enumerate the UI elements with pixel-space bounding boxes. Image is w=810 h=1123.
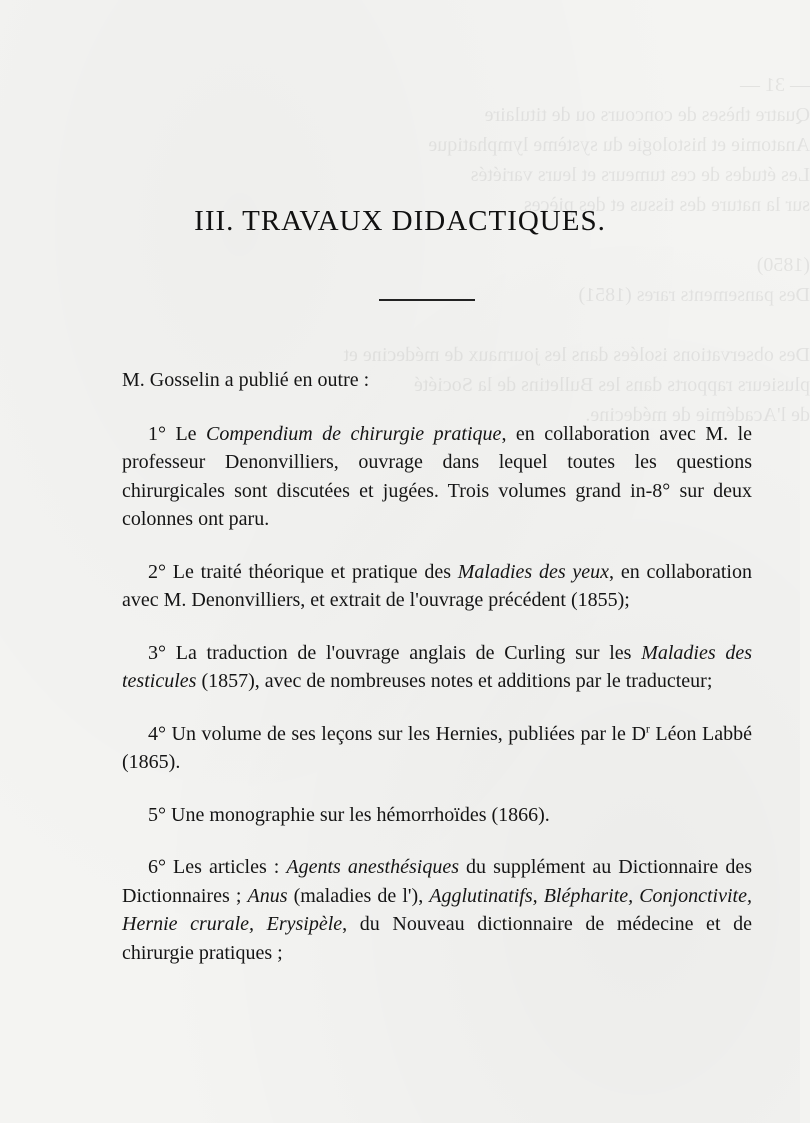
list-item-3 [122, 639, 752, 696]
separator-rule [379, 299, 475, 301]
item-number: 6° [148, 856, 166, 878]
item-number: 3° [148, 641, 166, 664]
item-text: , du Nouveau dictionnaire de médecine et de chirurgie pratiques ; [122, 913, 752, 964]
item-text: Un volume de ses leçons sur les Hernies, publiées par le D [166, 722, 646, 745]
list-item-5 [122, 801, 752, 830]
item-title: Compendium de chirurgie pratique [206, 422, 502, 445]
body-text [122, 366, 752, 991]
list-item-4 [122, 720, 752, 777]
section-heading: III. TRAVAUX DIDACTIQUES. [194, 205, 606, 237]
item-number: 4° [148, 722, 166, 745]
item-text: , en collaboration avec M. le professeur Denonvilliers, ouvrage dans lequel toutes les questions chirurgicales sont discutées et jugées. Trois volumes grand in-8° sur deux colonnes ont paru. [122, 422, 753, 530]
item-title: Agents anesthésiques [286, 856, 459, 878]
list-item-1 [122, 420, 752, 534]
item-text: Le [166, 422, 207, 445]
item-text: Les articles : [166, 856, 287, 878]
item-text: La traduction de l'ouvrage anglais de Curling sur les [166, 641, 642, 664]
item-number: 2° [148, 560, 166, 583]
intro-line: M. Gosselin a publié en outre : [122, 369, 370, 391]
item-text: Une monographie sur les hémorrhoïdes (1866). [166, 803, 550, 826]
item-number: 1° [148, 422, 166, 445]
list-item-6 [122, 853, 752, 967]
item-title: Maladies des yeux [457, 560, 610, 583]
item-title: Anus [247, 884, 288, 907]
item-number: 5° [148, 803, 166, 826]
item-title: Agglutinatifs, Blépharite, Conjonctivite, Hernie crurale, Erysipèle [122, 884, 752, 935]
bleed-through-texture: — 31 — Quatre thèses de concours ou de titulaire Anatomie et histologie du système lymphatique Les études de ces tumeurs et leurs variétés sur la nature des tissus et des pièces (1850) Des pansements rares (1851) Des observations isolées dans les journaux de médecine et plusieurs rapports dans les Bulletins de la Société de l'Académie de médecine. [343, 74, 810, 426]
item-text: (1857), avec de nombreuses notes et additions par le traducteur; [196, 670, 713, 692]
item-text: Le traité théorique et pratique des [166, 560, 458, 583]
item-text: du supplément au Dictionnaire des Dictionnaires ; [122, 856, 752, 907]
list-item-2 [122, 558, 752, 615]
item-text: (maladies de l'), [287, 884, 430, 907]
item-title: Maladies des testicules [122, 641, 753, 692]
superscript: r [645, 720, 650, 735]
item-text: Léon Labbé (1865). [122, 722, 752, 773]
item-text: , en collaboration avec M. Denonvilliers, et extrait de l'ouvrage précédent (1855); [122, 560, 752, 611]
